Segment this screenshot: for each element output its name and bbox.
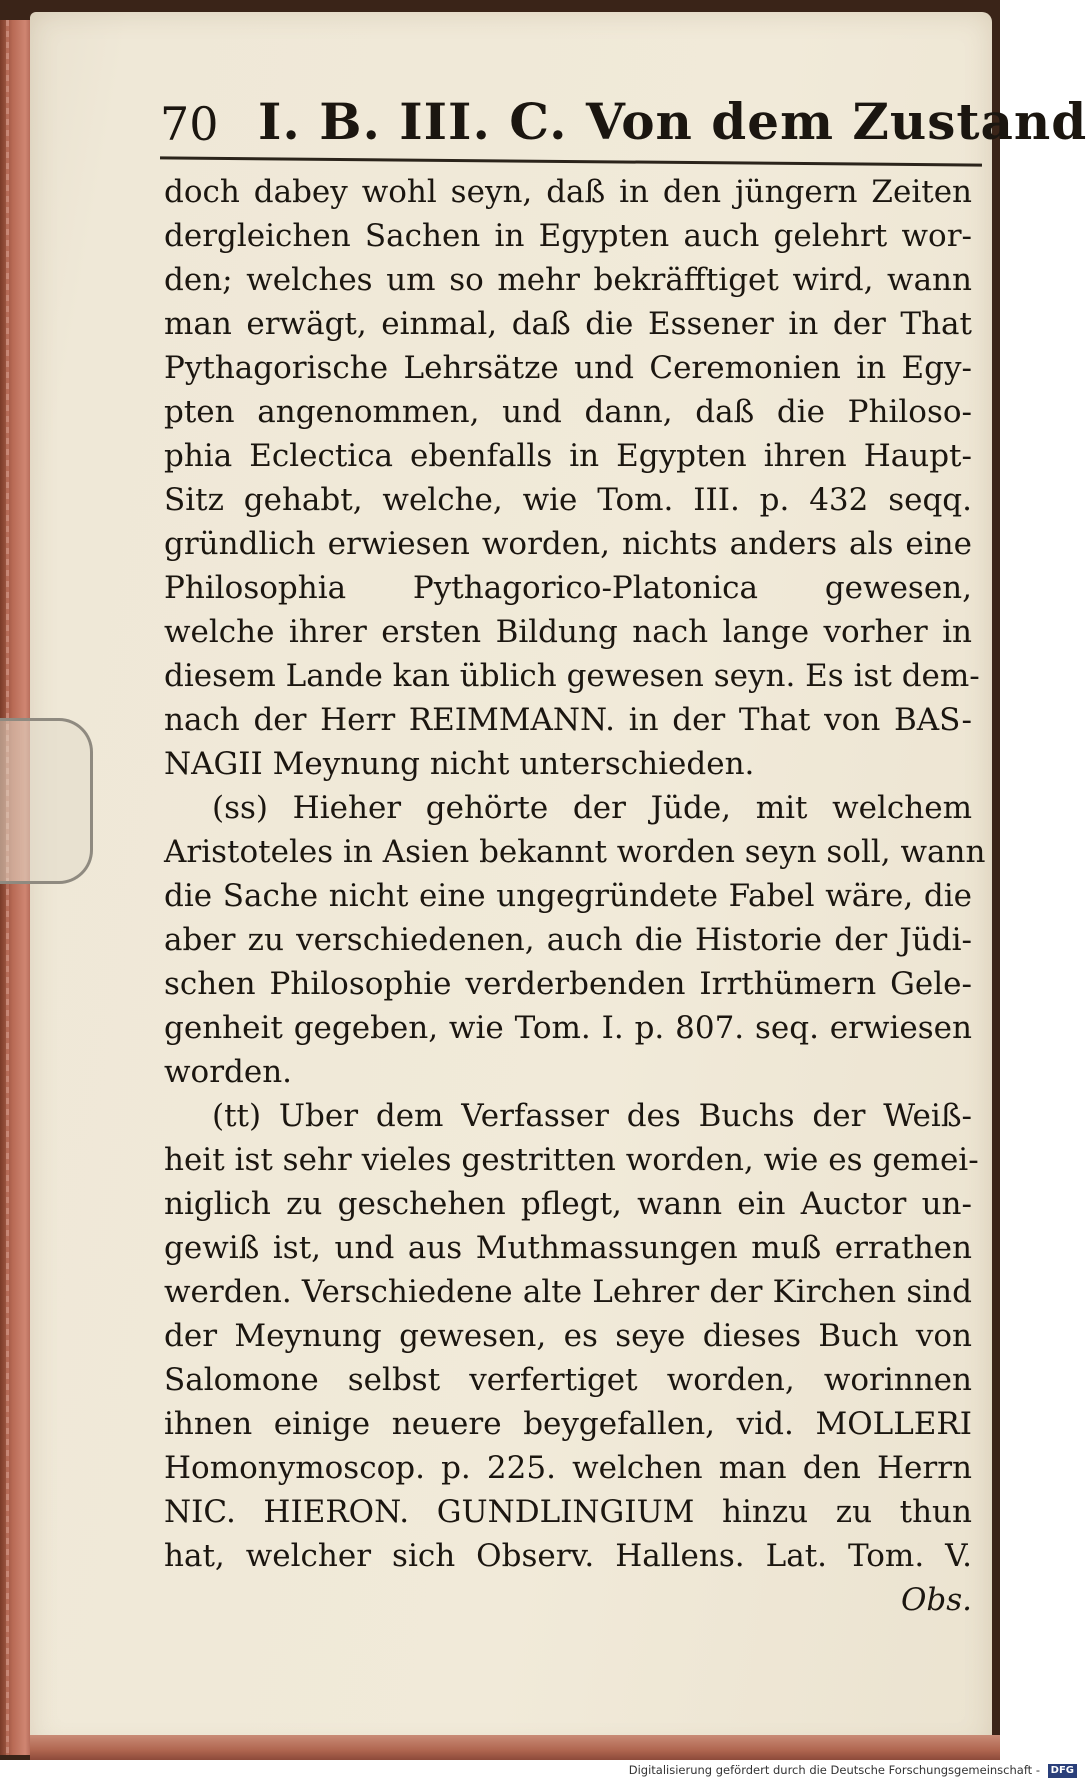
text-line: niglich zu geschehen pflegt, wann ein Auctor un- <box>164 1186 972 1222</box>
text-line: Salomone selbst verfertiget worden, worinnen <box>164 1362 972 1398</box>
text-line: Sitz gehabt, welche, wie Tom. III. p. 432 seqq. <box>164 482 972 518</box>
text-line: ihnen einige neuere beygefallen, vid. MOLLERI <box>164 1406 972 1442</box>
text-line: Obs. <box>900 1582 972 1618</box>
text-line: welche ihrer ersten Bildung nach lange vorher in <box>164 614 972 650</box>
bookmark-tab-outline <box>0 718 93 884</box>
text-line: (ss) Hieher gehörte der Jüde, mit welchem <box>212 790 972 826</box>
page-number: 70 <box>160 97 219 151</box>
text-line: der Meynung gewesen, es seye dieses Buch von <box>164 1318 972 1354</box>
page-header <box>160 88 1087 158</box>
text-line: man erwägt, einmal, daß die Essener in der That <box>164 306 972 342</box>
text-line: Pythagorische Lehrsätze und Ceremonien in Egy- <box>164 350 972 386</box>
text-line: genheit gegeben, wie Tom. I. p. 807. seq. erwiesen <box>164 1010 972 1046</box>
text-line: aber zu verschiedenen, auch die Historie der Jüdi- <box>164 922 972 958</box>
footer-credit <box>629 1762 1077 1778</box>
text-line: Philosophia Pythagorico-Platonica gewesen, <box>164 570 972 606</box>
text-line: nach der Herr REIMMANN. in der That von BAS- <box>164 702 972 738</box>
text-line: dergleichen Sachen in Egypten auch gelehrt wor- <box>164 218 972 254</box>
text-line: NAGII Meynung nicht unterschieden. <box>164 746 755 782</box>
book-bottom-edge <box>30 1735 1000 1760</box>
footer-credit-text: Digitalisierung gefördert durch die Deutsche Forschungsgemeinschaft - <box>628 1763 1040 1777</box>
text-line: gewiß ist, und aus Muthmassungen muß errathen <box>164 1230 972 1266</box>
text-line: den; welches um so mehr bekräfftiget wird, wann <box>164 262 972 298</box>
text-line: Homonymoscop. p. 225. welchen man den Herrn <box>164 1450 972 1486</box>
text-line: phia Eclectica ebenfalls in Egypten ihren Haupt- <box>164 438 972 474</box>
text-line: die Sache nicht eine ungegründete Fabel wäre, die <box>164 878 972 914</box>
text-line: worden. <box>164 1054 293 1090</box>
text-line: hat, welcher sich Observ. Hallens. Lat. Tom. V. <box>164 1538 972 1574</box>
body-text <box>164 170 986 1622</box>
text-line: doch dabey wohl seyn, daß in den jüngern Zeiten <box>164 174 972 210</box>
text-line: diesem Lande kan üblich gewesen seyn. Es ist dem- <box>164 658 980 694</box>
text-line: Aristoteles in Asien bekannt worden seyn soll, wann <box>164 834 986 870</box>
text-line: werden. Verschiedene alte Lehrer der Kirchen sind <box>164 1274 972 1310</box>
text-line: NIC. HIERON. GUNDLINGIUM hinzu zu thun <box>164 1494 972 1530</box>
text-line: pten angenommen, und dann, daß die Philoso- <box>164 394 972 430</box>
text-line: (tt) Uber dem Verfasser des Buchs der Weiß- <box>212 1098 972 1134</box>
running-head: I. B. III. C. Von dem Zustand <box>258 92 1087 151</box>
text-line: gründlich erwiesen worden, nichts anders als eine <box>164 526 972 562</box>
text-line: schen Philosophie verderbenden Irrthümern Gele- <box>164 966 972 1002</box>
text-line: heit ist sehr vieles gestritten worden, wie es gemei- <box>164 1142 979 1178</box>
dfg-logo: DFG <box>1048 1764 1077 1778</box>
